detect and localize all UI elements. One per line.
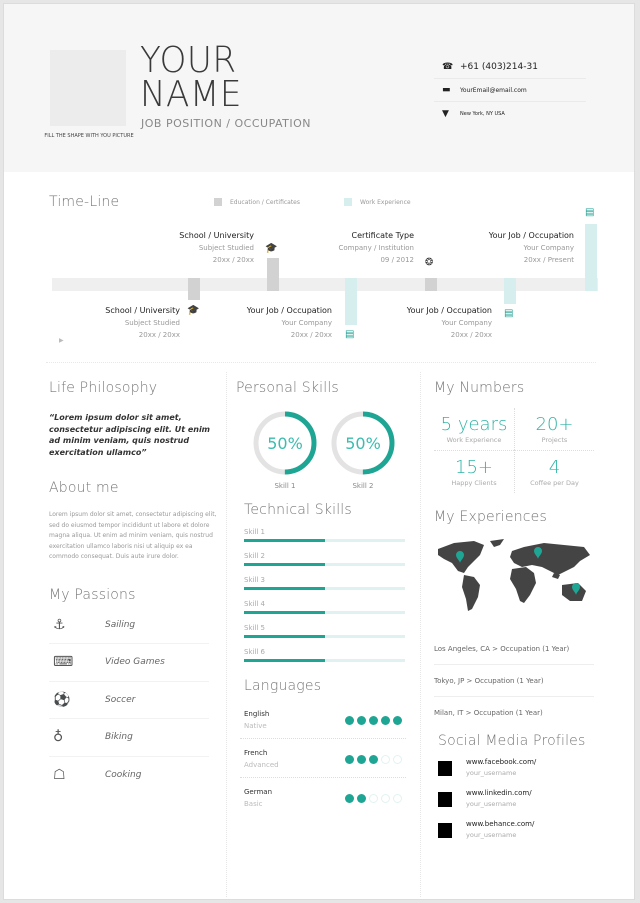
entry-sub: Your Company: [441, 319, 492, 327]
about-text: Lorem ipsum dolor sit amet, consectetur adipiscing elit, sed do eiusmod tempor incididunt ut labore et dolore magna aliqua. Ut enim ad minim veniam, quis nostrud exercitation ullamco laboris nisi ut aliquip ex ea commodo consequat. Duis aute irure dolor.: [49, 511, 217, 560]
passion-label: Biking: [105, 732, 133, 743]
legend-label-work: Work Experience: [360, 198, 411, 206]
name: [140, 40, 243, 115]
number-item: [434, 450, 514, 493]
numbers-title: My Numbers: [434, 380, 525, 396]
number-label: Coffee per Day: [530, 479, 579, 487]
entry-date: 20xx / 20xx: [450, 331, 492, 339]
number-value: 15+: [455, 457, 493, 478]
experiences-title: My Experiences: [434, 509, 547, 525]
entry-date: 09 / 2012: [380, 256, 414, 264]
entry-title: School / University: [179, 231, 254, 240]
resume-page: [3, 3, 635, 900]
social-username: your_username: [466, 831, 517, 839]
skill-bar-fill: [244, 539, 325, 542]
legend-swatch-work: [344, 198, 352, 206]
social-title: Social Media Profiles: [438, 733, 586, 749]
language-rating: [345, 794, 402, 803]
skill-bar-fill: [244, 563, 325, 566]
graduation-cap-icon: 🎓: [265, 243, 278, 254]
social-url[interactable]: www.facebook.com/: [466, 758, 537, 766]
numbers-grid: [434, 408, 594, 493]
skill-bar-fill: [244, 611, 325, 614]
entry-date: 20xx / 20xx: [290, 331, 332, 339]
column-divider: [420, 372, 421, 897]
name-line2: NAME: [140, 74, 243, 115]
skill-bar-fill: [244, 659, 325, 662]
behance-icon: [438, 823, 452, 838]
experience-list: [434, 633, 599, 729]
language-name: French: [244, 749, 268, 757]
number-label: Happy Clients: [451, 479, 497, 487]
facebook-icon: [438, 761, 452, 776]
timeline-bar-work-3: [585, 224, 597, 291]
skill-donut: [252, 410, 318, 490]
social-item-behance[interactable]: [434, 818, 599, 842]
legend-education: [214, 198, 300, 206]
tech-skill: [240, 600, 410, 614]
timeline-entry-below-1: [80, 305, 180, 341]
email-text[interactable]: YourEmail@email.com: [460, 86, 527, 94]
social-list: [434, 756, 599, 842]
tech-skill: [240, 576, 410, 590]
donut-chart: [252, 410, 318, 476]
passion-item: [49, 607, 209, 645]
language-item: [240, 778, 406, 816]
language-item: [240, 739, 406, 778]
skill-donut: [330, 410, 396, 490]
personal-skills-title: Personal Skills: [236, 380, 339, 396]
linkedin-icon: [438, 792, 452, 807]
gamepad-icon: ⌨: [53, 654, 74, 671]
right-column: [434, 372, 599, 842]
timeline-entry-above-2: [314, 230, 414, 266]
timeline-bar-work-2: [504, 278, 516, 304]
entry-date: 20xx / 20xx: [138, 331, 180, 339]
briefcase-icon: ▤: [345, 329, 355, 340]
certificate-medal-icon: ❂: [425, 257, 434, 268]
svg-text:50%: 50%: [267, 434, 303, 453]
entry-title: Your Job / Occupation: [488, 231, 574, 240]
number-value: 20+: [535, 414, 574, 435]
photo-placeholder[interactable]: [50, 50, 126, 126]
experience-item: Tokyo, JP > Occupation (1 Year): [434, 665, 594, 697]
timeline-bar-certificate: [425, 278, 437, 291]
entry-date: 20xx / Present: [523, 256, 574, 264]
social-username: your_username: [466, 769, 517, 777]
experience-item: Milan, IT > Occupation (1 Year): [434, 709, 543, 717]
location-text: New York, NY USA: [460, 110, 505, 117]
timeline-entry-below-2: [232, 305, 332, 341]
entry-title: Certificate Type: [351, 231, 414, 240]
languages-title: Languages: [244, 678, 322, 694]
entry-title: Your Job / Occupation: [406, 306, 492, 315]
philosophy-title: Life Philosophy: [49, 380, 158, 396]
contact-phone: [434, 56, 586, 79]
passions-list: [49, 607, 219, 795]
entry-sub: Your Company: [523, 244, 574, 252]
language-level: Native: [244, 722, 267, 730]
entry-sub: Subject Studied: [124, 319, 180, 327]
philosophy-quote: “Lorem ipsum dolor sit amet, consectetur adipiscing elit. Ut enim ad minim veniam, quis nostrud exercitation ullamco”: [49, 413, 211, 457]
language-rating: [345, 755, 402, 764]
timeline-section: [4, 172, 634, 362]
entry-sub: Subject Studied: [198, 244, 254, 252]
entry-title: School / University: [105, 306, 180, 315]
social-url[interactable]: www.linkedin.com/: [466, 789, 532, 797]
tech-skill: [240, 648, 410, 662]
world-map-icon: [434, 537, 594, 627]
legend-work: [344, 198, 411, 206]
timeline-bar-work-1: [345, 278, 357, 325]
location-icon: ▼: [442, 108, 449, 119]
social-item-linkedin[interactable]: [434, 787, 599, 811]
entry-title: Your Job / Occupation: [246, 306, 332, 315]
about-title: About me: [49, 480, 119, 496]
svg-text:50%: 50%: [345, 434, 381, 453]
briefcase-icon: ▤: [504, 308, 514, 319]
skill-label: Skill 1: [244, 528, 266, 536]
phone-icon: ☎: [442, 62, 454, 72]
number-item: [514, 450, 594, 493]
timeline-entry-below-3: [392, 305, 492, 341]
skill-bar-fill: [244, 587, 325, 590]
legend-label-education: Education / Certificates: [230, 198, 300, 206]
passion-label: Soccer: [105, 694, 136, 705]
anchor-icon: ⚓: [53, 616, 66, 633]
skill-bar: [244, 563, 405, 566]
job-title: JOB POSITION / OCCUPATION: [141, 117, 312, 130]
passion-item: [49, 719, 209, 757]
passion-label: Cooking: [105, 770, 142, 781]
number-value: 4: [548, 457, 561, 478]
personal-skills-donuts: [240, 410, 410, 490]
passion-item: [49, 682, 209, 720]
entry-date: 20xx / 20xx: [212, 256, 254, 264]
timeline-entry-above-3: [474, 230, 574, 266]
social-username: your_username: [466, 800, 517, 808]
timeline-track: [52, 278, 598, 291]
language-name: English: [244, 710, 270, 718]
skill-bar: [244, 587, 405, 590]
passion-item: [49, 757, 209, 795]
legend-swatch-education: [214, 198, 222, 206]
passions-title: My Passions: [49, 586, 136, 603]
skill-label: Skill 3: [244, 576, 266, 584]
contact-email: [434, 79, 586, 102]
passion-label: Video Games: [105, 657, 165, 668]
language-rating: [345, 716, 402, 725]
skill-label: Skill 6: [244, 648, 266, 656]
timeline-bar-education-2: [267, 258, 279, 291]
contact-list: [434, 56, 586, 125]
number-value: 5 years: [440, 414, 508, 435]
contact-location: [434, 102, 586, 125]
name-line1: YOUR: [140, 40, 237, 81]
donut-chart: [330, 410, 396, 476]
passion-label: Sailing: [105, 619, 136, 630]
bike-icon: ♁: [53, 729, 64, 746]
skill-label: Skill 2: [352, 482, 374, 490]
header: [4, 4, 634, 172]
language-level: Basic: [244, 800, 263, 808]
entry-sub: Your Company: [281, 319, 332, 327]
technical-skills-list: [240, 528, 410, 662]
language-item: [240, 700, 406, 739]
photo-caption: FILL THE SHAPE WITH YOU PICTURE: [44, 133, 134, 139]
graduation-cap-icon: 🎓: [187, 305, 200, 316]
skill-label: Skill 1: [274, 482, 296, 490]
languages-list: [240, 700, 410, 816]
tech-skill: [240, 528, 410, 542]
soccer-icon: ⚽: [53, 691, 71, 708]
middle-column: [236, 372, 410, 816]
skill-label: Skill 2: [244, 552, 266, 560]
number-item: [434, 408, 514, 450]
passion-item: [49, 644, 209, 682]
entry-sub: Company / Institution: [338, 244, 414, 252]
technical-skills-title: Technical Skills: [244, 502, 352, 518]
briefcase-icon: ▤: [585, 207, 595, 218]
skill-bar-fill: [244, 635, 325, 638]
timeline-bar-education-1: [188, 278, 200, 300]
world-map: [434, 537, 594, 627]
column-divider: [226, 372, 227, 897]
social-url[interactable]: www.behance.com/: [466, 820, 535, 828]
timeline-entry-above-1: [154, 230, 254, 266]
number-label: Projects: [541, 436, 568, 444]
email-icon: ▬: [442, 85, 451, 95]
social-item-facebook[interactable]: [434, 756, 599, 780]
skill-bar: [244, 611, 405, 614]
experience-item: Los Angeles, CA > Occupation (1 Year): [434, 633, 594, 665]
skill-label: Skill 4: [244, 600, 266, 608]
skill-bar: [244, 635, 405, 638]
language-level: Advanced: [244, 761, 279, 769]
tech-skill: [240, 552, 410, 566]
cooking-pot-icon: ☖: [53, 767, 66, 784]
left-column: [49, 372, 219, 794]
skill-label: Skill 5: [244, 624, 266, 632]
play-arrow-icon: ▶: [59, 337, 64, 344]
number-item: [514, 408, 594, 450]
section-divider: [46, 362, 596, 363]
tech-skill: [240, 624, 410, 638]
skill-bar: [244, 539, 405, 542]
skill-bar: [244, 659, 405, 662]
timeline-title: Time-Line: [49, 194, 120, 210]
language-name: German: [244, 788, 273, 796]
phone-text[interactable]: +61 (403)214-31: [460, 62, 538, 72]
number-label: Work Experience: [446, 436, 502, 444]
